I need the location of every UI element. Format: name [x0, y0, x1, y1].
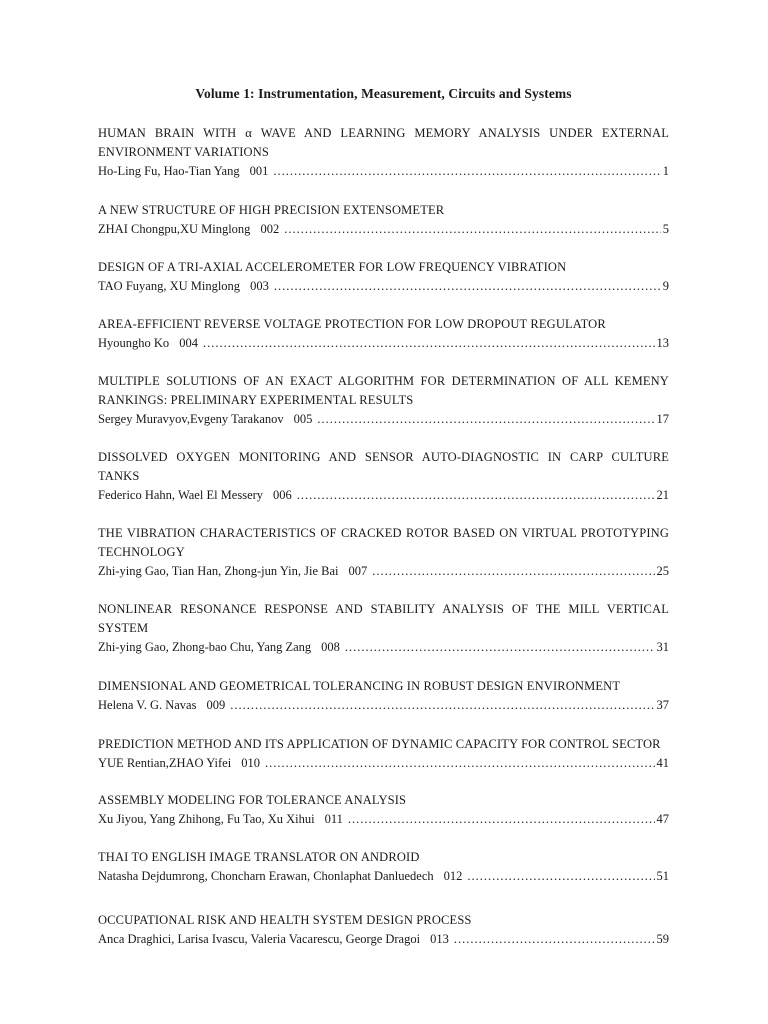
toc-entry	[98, 911, 669, 949]
page-number: 17	[656, 412, 669, 426]
paper-code: 005	[293, 412, 313, 426]
dot-leader	[203, 334, 655, 353]
entry-meta	[98, 410, 669, 429]
entry-meta	[98, 162, 669, 181]
page-number: 13	[656, 336, 669, 350]
entry-meta	[98, 334, 669, 353]
entry-meta	[98, 867, 669, 886]
dot-leader	[345, 638, 655, 657]
paper-title: AREA-EFFICIENT REVERSE VOLTAGE PROTECTION FOR LOW DROPOUT REGULATOR	[98, 317, 606, 331]
page-number: 59	[656, 932, 669, 946]
page-number: 5	[662, 222, 669, 236]
entry-meta	[98, 277, 669, 296]
paper-title: NONLINEAR RESONANCE RESPONSE AND STABILITY ANALYSIS OF THE MILL VERTICAL SYSTEM	[98, 602, 669, 635]
entry-meta	[98, 562, 669, 581]
authors: Sergey Muravyov,Evgeny Tarakanov	[98, 412, 284, 426]
authors: Helena V. G. Navas	[98, 698, 197, 712]
dot-leader	[348, 810, 655, 829]
paper-code: 011	[324, 812, 343, 826]
paper-code: 001	[249, 164, 269, 178]
entry-meta	[98, 696, 669, 715]
entry-meta	[98, 754, 669, 773]
paper-title: OCCUPATIONAL RISK AND HEALTH SYSTEM DESIGN PROCESS	[98, 913, 472, 927]
paper-title: THAI TO ENGLISH IMAGE TRANSLATOR ON ANDROID	[98, 850, 420, 864]
paper-title: MULTIPLE SOLUTIONS OF AN EXACT ALGORITHM FOR DETERMINATION OF ALL KEMENY RANKINGS: PRELIMINARY EXPERIMENTAL RESULTS	[98, 374, 669, 407]
toc-entry	[98, 124, 669, 181]
dot-leader	[265, 754, 655, 773]
paper-code: 003	[250, 279, 269, 293]
entry-meta	[98, 638, 669, 657]
volume-title: Volume 1: Instrumentation, Measurement, Circuits and Systems	[195, 86, 572, 101]
authors: Hyoungho Ko	[98, 336, 170, 350]
toc-entry	[98, 201, 669, 239]
entry-meta	[98, 930, 669, 949]
authors: Zhi-ying Gao, Tian Han, Zhong-jun Yin, Jie Bai	[98, 564, 339, 578]
authors: YUE Rentian,ZHAO Yifei	[98, 756, 232, 770]
entry-meta	[98, 220, 669, 239]
authors: Ho-Ling Fu, Hao-Tian Yang	[98, 164, 240, 178]
paper-code: 008	[321, 640, 340, 654]
paper-title: DIMENSIONAL AND GEOMETRICAL TOLERANCING IN ROBUST DESIGN ENVIRONMENT	[98, 679, 621, 693]
toc-entry	[98, 315, 669, 353]
authors: ZHAI Chongpu,XU Minglong	[98, 222, 251, 236]
page-number: 41	[656, 756, 669, 770]
authors: Federico Hahn, Wael El Messery	[98, 488, 264, 502]
dot-leader	[454, 930, 655, 949]
dot-leader	[467, 867, 654, 886]
toc-entry	[98, 600, 669, 657]
page-number: 9	[662, 279, 669, 293]
paper-title: THE VIBRATION CHARACTERISTICS OF CRACKED ROTOR BASED ON VIRTUAL PROTOTYPING TECHNOLOGY	[98, 526, 669, 559]
dot-leader	[297, 486, 655, 505]
page-number: 31	[656, 640, 669, 654]
toc-entry	[98, 791, 669, 829]
dot-leader	[317, 410, 654, 429]
paper-title: DISSOLVED OXYGEN MONITORING AND SENSOR AUTO-DIAGNOSTIC IN CARP CULTURE TANKS	[98, 450, 669, 483]
page-number: 21	[656, 488, 669, 502]
paper-title: A NEW STRUCTURE OF HIGH PRECISION EXTENSOMETER	[98, 203, 445, 217]
page-number: 47	[656, 812, 669, 826]
toc-entry	[98, 448, 669, 505]
paper-code: 013	[430, 932, 449, 946]
authors: Natasha Dejdumrong, Choncharn Erawan, Chonlaphat Danluedech	[98, 869, 434, 883]
toc-entry	[98, 677, 669, 715]
page-number: 51	[656, 869, 669, 883]
paper-code: 010	[241, 756, 260, 770]
toc-entry	[98, 735, 669, 773]
toc-entry	[98, 372, 669, 429]
toc-entry	[98, 848, 669, 886]
dot-leader	[274, 277, 661, 296]
paper-code: 009	[206, 698, 226, 712]
page-number: 37	[656, 698, 669, 712]
page-number: 25	[656, 564, 669, 578]
entry-meta	[98, 486, 669, 505]
dot-leader	[230, 696, 654, 715]
authors: Anca Draghici, Larisa Ivascu, Valeria Vacarescu, George Dragoi	[98, 932, 421, 946]
paper-code: 006	[273, 488, 292, 502]
toc-entry	[98, 258, 669, 296]
paper-title: HUMAN BRAIN WITH α WAVE AND LEARNING MEMORY ANALYSIS UNDER EXTERNAL ENVIRONMENT VARIATIONS	[98, 126, 669, 159]
paper-title: DESIGN OF A TRI-AXIAL ACCELEROMETER FOR LOW FREQUENCY VIBRATION	[98, 260, 567, 274]
page-number: 1	[662, 164, 669, 178]
dot-leader	[284, 220, 661, 239]
paper-title: ASSEMBLY MODELING FOR TOLERANCE ANALYSIS	[98, 793, 407, 807]
entry-meta	[98, 810, 669, 829]
toc-entry	[98, 524, 669, 581]
paper-title: PREDICTION METHOD AND ITS APPLICATION OF DYNAMIC CAPACITY FOR CONTROL SECTOR	[98, 737, 661, 751]
dot-leader	[273, 162, 660, 181]
paper-code: 004	[179, 336, 198, 350]
paper-code: 002	[260, 222, 280, 236]
authors: TAO Fuyang, XU Minglong	[98, 279, 241, 293]
paper-code: 007	[348, 564, 368, 578]
authors: Xu Jiyou, Yang Zhihong, Fu Tao, Xu Xihui	[98, 812, 315, 826]
dot-leader	[372, 562, 654, 581]
authors: Zhi-ying Gao, Zhong-bao Chu, Yang Zang	[98, 640, 312, 654]
paper-code: 012	[443, 869, 463, 883]
